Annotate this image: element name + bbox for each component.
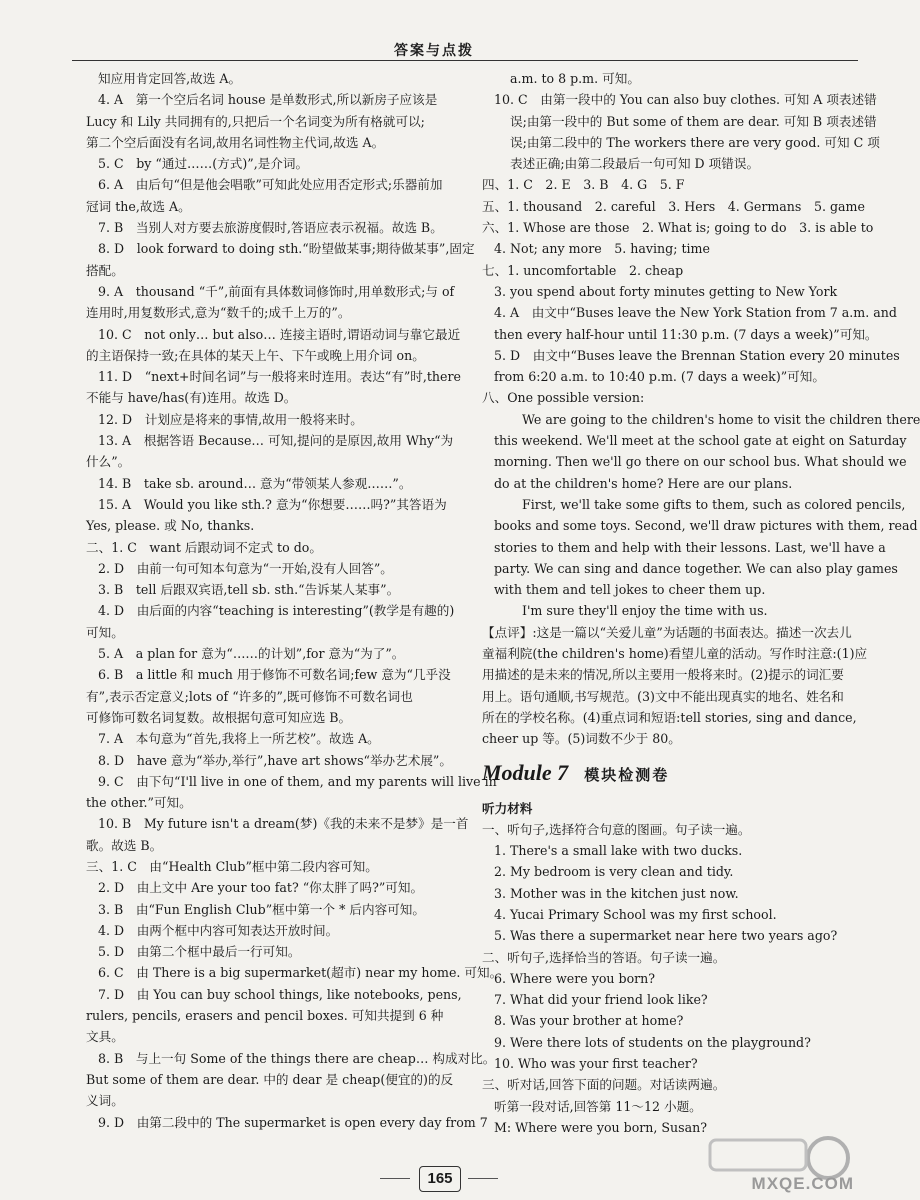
text-line: 9. A thousand “千”,前面有具体数词修饰时,用单数形式;与 of (98, 283, 455, 299)
text-line: the other.”可知。 (86, 795, 192, 811)
text-line: Lucy 和 Lily 共同拥有的,只把后一个名词变为所有格就可以; (86, 113, 425, 129)
page-header-title: 答案与点拨 (394, 43, 474, 59)
text-line: 5. D 由文中“Buses leave the Brennan Station every 20 minutes (494, 347, 900, 363)
text-line: 4. A 第一个空后名词 house 是单数形式,所以新房子应该是 (98, 92, 438, 108)
listening-material (482, 819, 858, 1138)
text-line: 童福利院(the children's home)看望儿童的活动。写作时注意:(1)应 (482, 646, 868, 662)
text-line: 二、1. C want 后跟动词不定式 to do。 (86, 539, 322, 555)
module-name: Module 7 (482, 759, 569, 785)
text-line: 听第一段对话,回答第 11～12 小题。 (494, 1098, 702, 1114)
text-line: a.m. to 8 p.m. 可知。 (510, 71, 640, 86)
text-line: 歌。故选 B。 (86, 837, 163, 853)
text-line: stories to them and help with their lessons. Last, we'll have a (494, 539, 886, 555)
text-line: 有”,表示否定意义;lots of “许多的”,既可修饰不可数名词也 (86, 688, 413, 704)
text-line: 3. B tell 后跟双宾语,tell sb. sth.“告诉某人某事”。 (98, 582, 400, 598)
watermark-logo (700, 1130, 858, 1196)
text-line: 二、听句子,选择恰当的答语。句子读一遍。 (482, 949, 726, 965)
text-line: 误;由第二段中的 The workers there are very good. 可知 C 项 (510, 134, 880, 150)
text-line: from 6:20 a.m. to 10:40 p.m. (7 days a week)”可知。 (494, 369, 825, 385)
text-line: 6. C 由 There is a big supermarket(超市) near my home. 可知。 (98, 965, 503, 981)
text-line: 9. D 由第二段中的 The supermarket is open every day from 7 (98, 1114, 488, 1130)
text-line: do at the children's home? Here are our plans. (494, 475, 793, 491)
text-line: 10. Who was your first teacher? (494, 1056, 698, 1072)
text-line: 八、One possible version: (482, 390, 645, 406)
text-line: 文具。 (86, 1029, 124, 1045)
text-line: 14. B take sb. around… 意为“带领某人参观……”。 (98, 475, 412, 491)
text-line: 七、1. uncomfortable 2. cheap (482, 262, 684, 278)
text-line: M: Where were you born, Susan? (494, 1119, 707, 1135)
text-line: I'm sure they'll enjoy the time with us. (522, 603, 768, 619)
text-line: 9. Were there lots of students on the playground? (494, 1034, 811, 1050)
text-line: morning. Then we'll go there on our school bus. What should we (494, 454, 907, 470)
text-line: 2. My bedroom is very clean and tidy. (494, 864, 734, 880)
text-line: 5. A a plan for 意为“……的计划”,for 意为“为了”。 (98, 646, 405, 662)
text-line: 3. Mother was in the kitchen just now. (494, 885, 739, 901)
text-line: 一、听句子,选择符合句意的图画。句子读一遍。 (482, 821, 751, 837)
text-line: party. We can sing and dance together. We can also play games (494, 560, 898, 576)
text-line: 12. D 计划应是将来的事情,故用一般将来时。 (98, 411, 363, 427)
text-line: 5. C by “通过……(方式)”,是介词。 (98, 156, 309, 172)
text-line: 6. Where were you born? (494, 970, 656, 986)
text-line: 8. B 与上一句 Some of the things there are cheap… 构成对比。 (98, 1050, 496, 1066)
text-line: 六、1. Whose are those 2. What is; going to do 3. is able to (482, 220, 874, 236)
text-line: 【点评】:这是一篇以“关爱儿童”为话题的书面表达。描述一次去儿 (482, 624, 852, 640)
text-line: 知应用肯定回答,故选 A。 (98, 71, 242, 86)
text-line: 3. B 由“Fun English Club”框中第一个 * 后内容可知。 (98, 901, 425, 917)
text-line: 4. D 由两个框中内容可知表达开放时间。 (98, 922, 339, 938)
text-line: 6. B a little 和 much 用于修饰不可数名词;few 意为“几乎没 (98, 667, 451, 683)
text-line: 8. Was your brother at home? (494, 1013, 684, 1029)
text-line: 三、1. C 由“Health Club”框中第二段内容可知。 (86, 858, 378, 874)
text-line: 7. D 由 You can buy school things, like notebooks, pens, (98, 986, 462, 1002)
text-line: Yes, please. 或 No, thanks. (86, 518, 255, 534)
text-line: 4. Yucai Primary School was my first school. (494, 906, 777, 922)
text-line: First, we'll take some gifts to them, such as colored pencils, (522, 496, 906, 512)
text-line: cheer up 等。(5)词数不少于 80。 (482, 731, 681, 747)
text-line: 9. C 由下句“I'll live in one of them, and my parents will live in (98, 773, 497, 789)
page-number: 165 (419, 1166, 461, 1192)
text-line: 10. C not only… but also… 连接主语时,谓语动词与靠它最近 (98, 326, 461, 342)
text-line: 7. A 本句意为“首先,我将上一所艺校”。故选 A。 (98, 731, 380, 747)
text-line: 15. A Would you like sth.? 意为“你想要……吗?”其答语为 (98, 496, 447, 512)
text-line: 2. D 由上文中 Are your too fat? “你太胖了吗?”可知。 (98, 880, 424, 896)
page-number-rule-right (468, 1178, 498, 1179)
text-line: 第二个空后面没有名词,故用名词性物主代词,故选 A。 (86, 134, 385, 150)
text-line: 11. D “next+时间名词”与一般将来时连用。表达“有”时,there (98, 369, 461, 385)
text-line: 4. Not; any more 5. having; time (494, 241, 710, 257)
text-line: But some of them are dear. 中的 dear 是 cheap(便宜的)的反 (86, 1071, 454, 1087)
text-line: 四、1. C 2. E 3. B 4. G 5. F (482, 177, 685, 193)
text-line: 10. B My future isn't a dream(梦)《我的未来不是梦》是一首 (98, 816, 469, 832)
text-line: 义词。 (86, 1093, 124, 1109)
text-line: 6. A 由后句“但是他会唱歌”可知此处应用否定形式;乐器前加 (98, 177, 443, 193)
text-line: 用上。语句通顺,书写规范。(3)文中不能出现真实的地名、姓名和 (482, 688, 844, 704)
text-line: 10. C 由第一段中的 You can also buy clothes. 可知 A 项表述错 (494, 92, 877, 108)
module-heading (482, 759, 858, 792)
text-line: 8. D look forward to doing sth.“盼望做某事;期待做某事”,固定 (98, 241, 475, 257)
text-line: 13. A 根据答语 Because… 可知,提问的是原因,故用 Why“为 (98, 433, 454, 449)
text-line: books and some toys. Second, we'll draw pictures with them, read (494, 518, 918, 534)
text-line: 表述正确;由第二段最后一句可知 D 项错误。 (510, 156, 760, 172)
text-line: 用描述的是未来的情况,所以主要用一般将来时。(2)提示的词汇要 (482, 667, 844, 683)
watermark-text: MXQE.COM (751, 1174, 854, 1193)
header-rule (72, 60, 858, 61)
listening-heading: 听力材料 (482, 800, 533, 816)
text-line: with them and tell jokes to cheer them up. (494, 582, 766, 598)
text-line: 5. Was there a supermarket near here two years ago? (494, 928, 838, 944)
text-line: 冠词 the,故选 A。 (86, 198, 191, 214)
text-line: 可修饰可数名词复数。故根据句意可知应选 B。 (86, 709, 352, 725)
left-column (86, 68, 503, 1133)
text-line: 4. A 由文中“Buses leave the New York Station from 7 a.m. and (494, 305, 897, 321)
text-line: We are going to the children's home to visit the children there (522, 411, 920, 427)
text-line: 7. B 当别人对方要去旅游度假时,答语应表示祝福。故选 B。 (98, 220, 443, 236)
text-line: 8. D have 意为“举办,举行”,have art shows“举办艺术展”。 (98, 752, 452, 768)
text-line: 误;由第一段中的 But some of them are dear. 可知 B 项表述错 (510, 113, 877, 129)
text-line: 7. What did your friend look like? (494, 992, 708, 1008)
text-line: 连用时,用复数形式,意为“数千的;成千上万的”。 (86, 305, 351, 321)
text-line: rulers, pencils, erasers and pencil boxes. 可知共提到 6 种 (86, 1008, 444, 1024)
text-line: 3. you spend about forty minutes getting to New York (494, 283, 838, 299)
text-line: 1. There's a small lake with two ducks. (494, 843, 743, 859)
text-line: 5. D 由第二个框中最后一行可知。 (98, 944, 301, 960)
text-line: 4. D 由后面的内容“teaching is interesting”(教学是有趣的) (98, 603, 455, 619)
right-column (482, 68, 920, 1138)
right-column-answers (482, 68, 920, 750)
text-line: 五、1. thousand 2. careful 3. Hers 4. Germans 5. game (482, 198, 865, 214)
text-line: 2. D 由前一句可知本句意为“一开始,没有人回答”。 (98, 560, 393, 576)
text-line: 不能与 have/has(有)连用。故选 D。 (86, 390, 297, 406)
module-subtitle: 模块检测卷 (584, 765, 670, 784)
text-line: 所在的学校名称。(4)重点词和短语:tell stories, sing and dance, (482, 709, 857, 725)
page-number-rule-left (380, 1178, 410, 1179)
text-line: then every half-hour until 11:30 p.m. (7 days a week)”可知。 (494, 326, 878, 342)
text-line: 的主语保持一致;在具体的某天上午、下午或晚上用介词 on。 (86, 347, 425, 363)
text-line: 搭配。 (86, 262, 124, 278)
text-line: this weekend. We'll meet at the school gate at eight on Saturday (494, 433, 907, 449)
text-line: 什么”。 (86, 454, 131, 470)
text-line: 三、听对话,回答下面的问题。对话读两遍。 (482, 1077, 726, 1093)
text-line: 可知。 (86, 624, 124, 640)
